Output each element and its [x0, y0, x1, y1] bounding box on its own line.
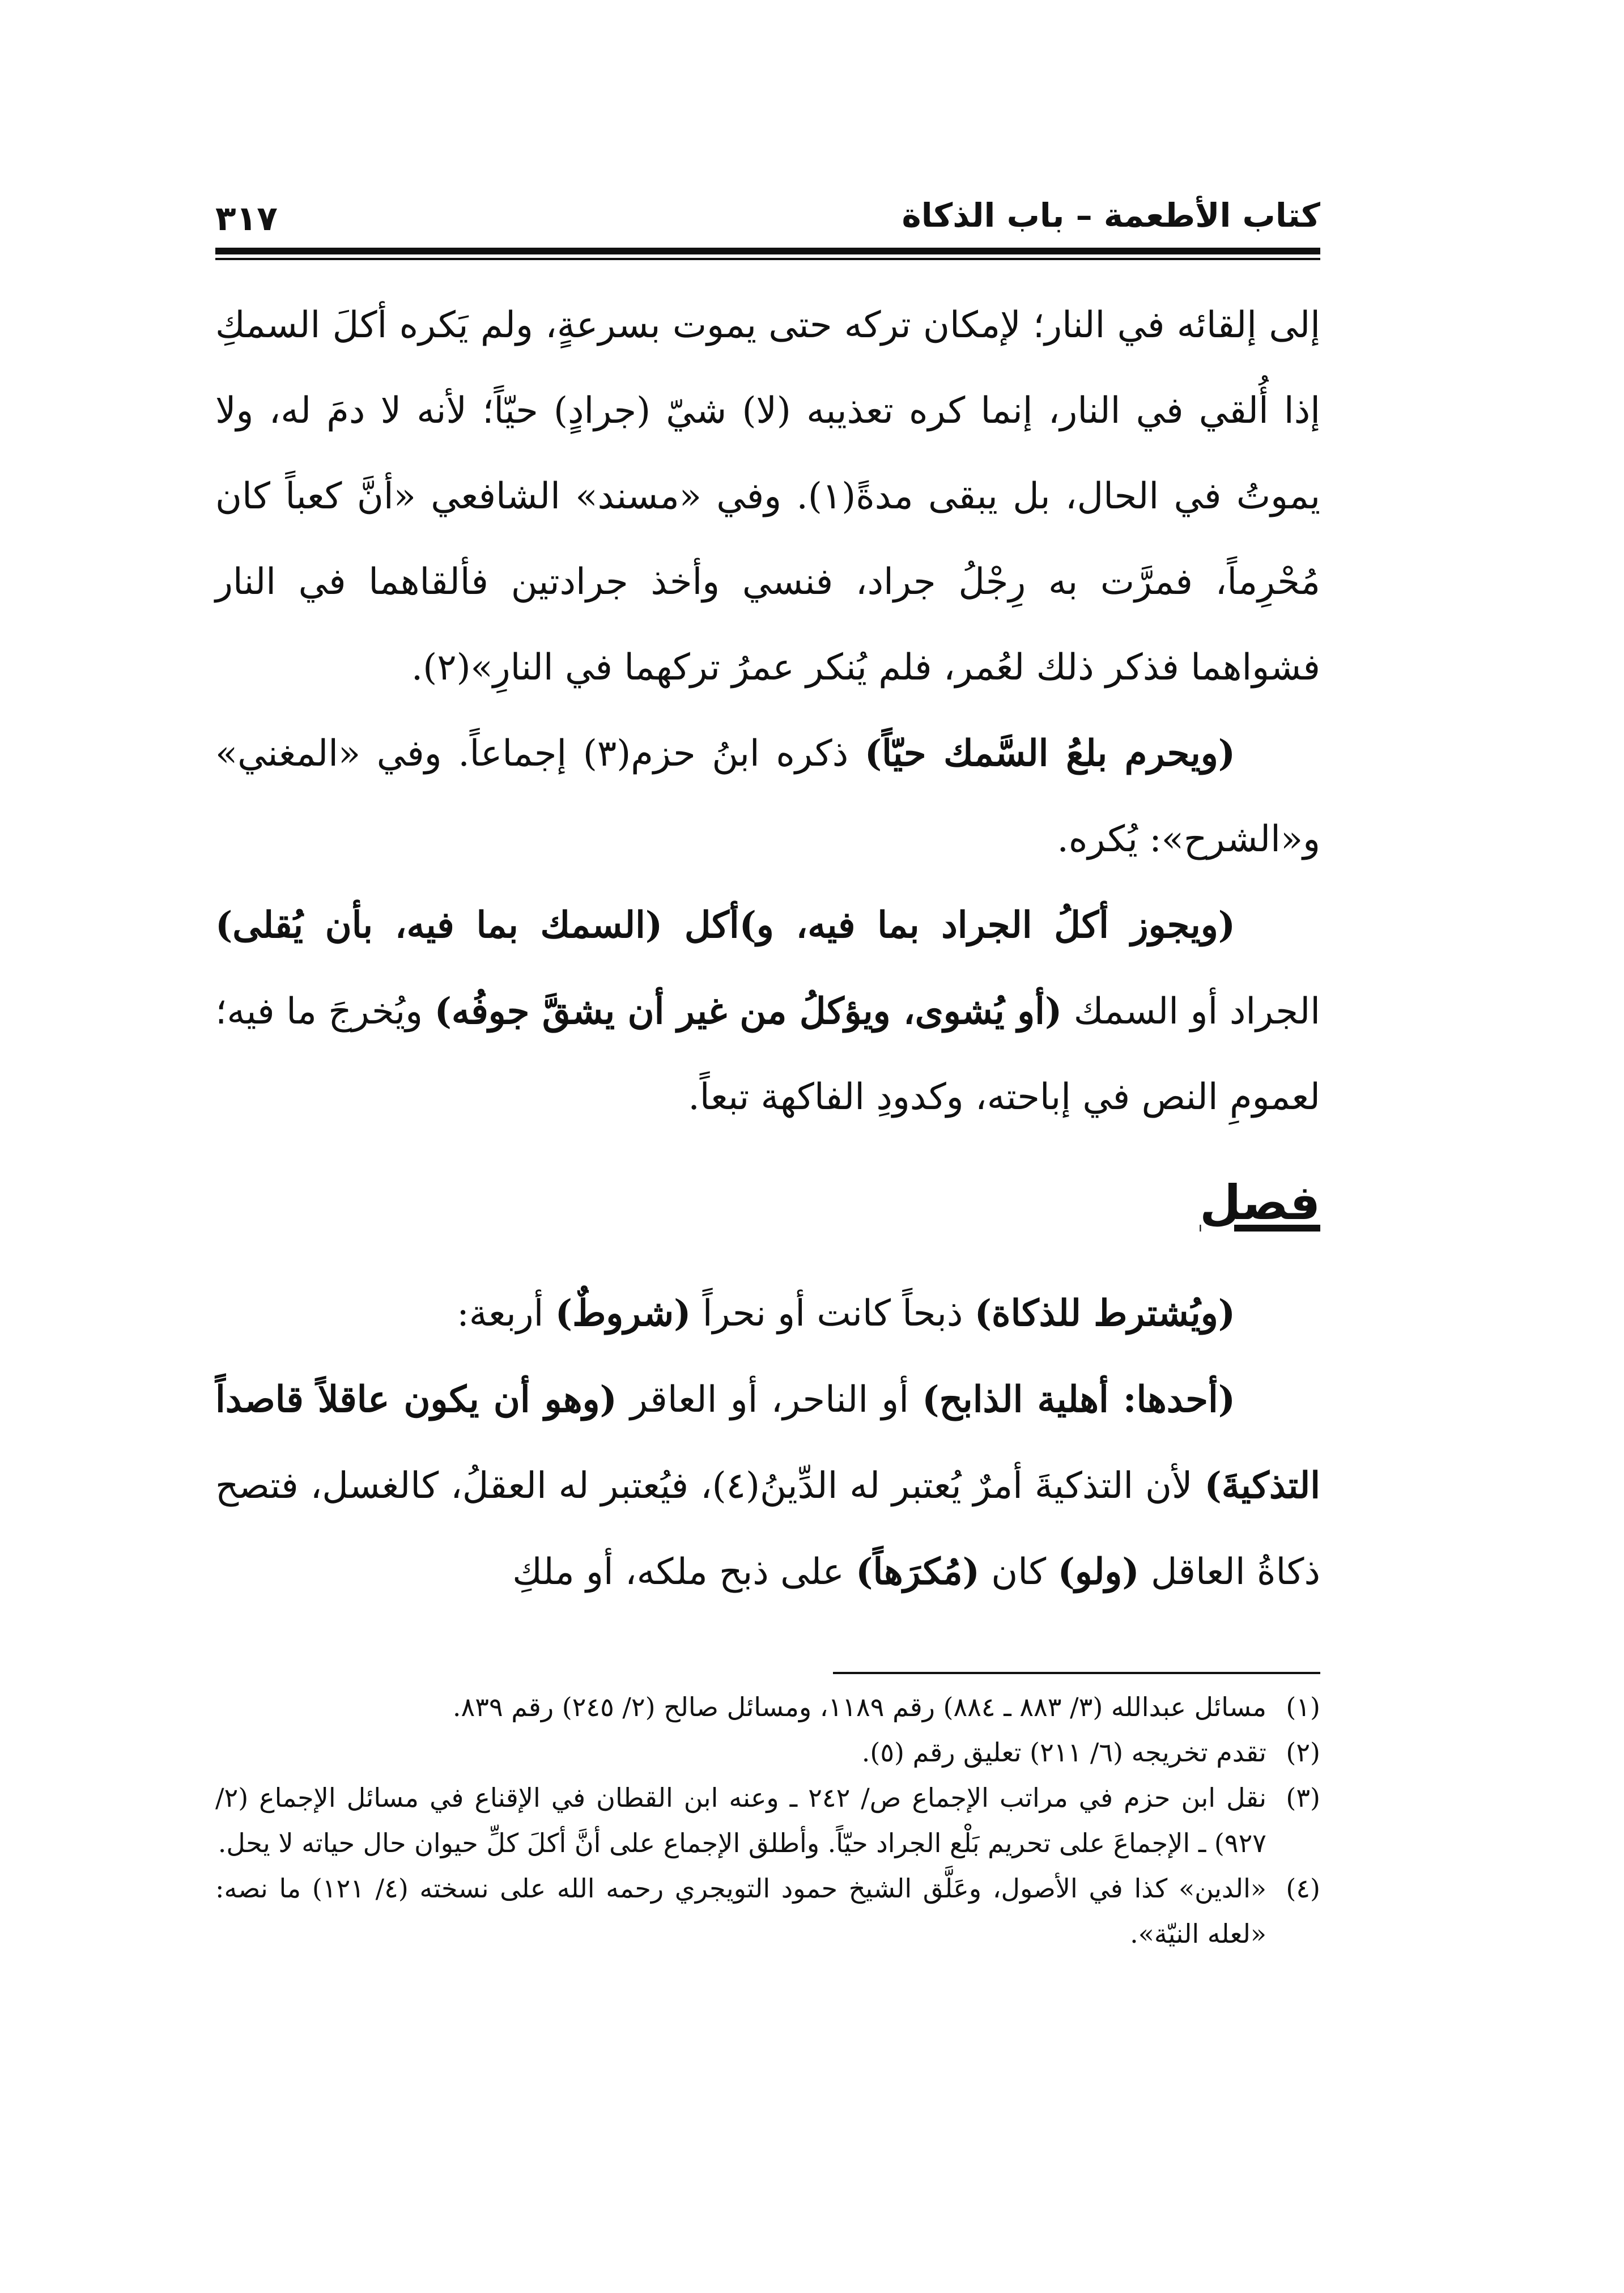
- paragraph-5-bold-1: (أحدها: أهلية الذابح): [922, 1378, 1236, 1421]
- paragraph-5-text-1: أو الناحر، أو العاقر: [617, 1379, 922, 1421]
- footnotes: [215, 1684, 1320, 1956]
- paragraph-3-bold-2: (أو يُشوى، ويؤكلُ من غير أن يشقَّ جوفُه): [434, 990, 1062, 1033]
- paragraph-3-text-1: الجراد أو السمك: [1062, 991, 1321, 1033]
- paragraph-3-bold-1: (ويجوز أكلُ الجراد بما فيه، و)أكل (السمك بما فيه، بأن يُقلى): [215, 904, 1235, 946]
- page-number: ٣١٧: [215, 199, 278, 239]
- footnote-text: مسائل عبدالله (٣/ ٨٨٣ ـ ٨٨٤) رقم ١١٨٩، ومسائل صالح (٢/ ٢٤٥) رقم ٨٣٩.: [452, 1692, 1266, 1722]
- paragraph-4: [215, 1271, 1320, 1357]
- paragraph-5-bold-4: (مُكرَهاً): [856, 1551, 980, 1593]
- paragraph-3: [215, 882, 1320, 1140]
- paragraph-5-bold-3: (ولو): [1057, 1551, 1140, 1593]
- footnote-text: تقدم تخريجه (٦/ ٢١١) تعليق رقم (٥).: [861, 1737, 1266, 1768]
- header-rule-thin: [215, 258, 1320, 260]
- paragraph-4-bold-1: (ويُشترط للذكاة): [974, 1292, 1235, 1335]
- footnote-2: [215, 1730, 1320, 1775]
- paragraph-3-text-2: ويُخرجَ ما فيه؛ لعمومِ النص في إباحته، وكدودِ الفاكهة تبعاً.: [215, 991, 1320, 1118]
- header-rule-thick: [215, 248, 1320, 254]
- paragraph-5-bold-2: (وهو أن يكون عاقلاً قاصداً التذكيةَ): [215, 1378, 1321, 1507]
- paragraph-4-bold-2: (شروطٌ): [555, 1292, 691, 1335]
- section-heading: فصل: [1200, 1175, 1320, 1230]
- footnote-text: «الدين» كذا في الأصول، وعَلَّق الشيخ حمود التويجري رحمه الله على نسخته (٤/ ١٢١) ما نصه: «لعله النيّة».: [215, 1873, 1267, 1949]
- main-text: [215, 283, 1320, 1615]
- paragraph-2-bold: (ويحرم بلعُ السَّمك حيّاً): [864, 732, 1236, 775]
- page-header: [215, 193, 1320, 247]
- paragraph-5-text-3: كان: [979, 1551, 1058, 1593]
- footnote-1: [215, 1684, 1320, 1730]
- footnote-number: (١): [1286, 1692, 1320, 1722]
- footnote-number: (٤): [1286, 1873, 1320, 1904]
- paragraph-1-text: إلى إلقائه في النار؛ لإمكان تركه حتى يموت بسرعةٍ، ولم يَكره أكلَ السمكِ إذا أُلقي في النار، إنما كره تعذيبه (لا) شيّ (جرادٍ) حيّاً؛ لأنه لا دمَ له، ولا يموتُ في الحال، بل يبقى مدةً(١). وفي «مسند» الشافعي «أنَّ كعباً كان مُحْرِماً، فمرَّت به رِجْلُ جراد، فنسي وأخذ جرادتين فألقاهما في النار فشواهما فذكر ذلك لعُمر، فلم يُنكر عمرُ تركهما في النارِ»(٢).: [215, 304, 1321, 689]
- paragraph-5: [215, 1357, 1320, 1615]
- paragraph-4-text-1: ذبحاً كانت أو نحراً: [691, 1293, 975, 1335]
- paragraph-4-text-2: أربعة:: [457, 1293, 555, 1335]
- paragraph-1: [215, 283, 1320, 711]
- footnote-number: (٣): [1286, 1782, 1320, 1813]
- running-title: كتاب الأطعمة – باب الذكاة: [902, 196, 1320, 235]
- paragraph-2: [215, 711, 1320, 882]
- paragraph-2-text: ذكره ابنُ حزم(٣) إجماعاً. وفي «المغني» و«الشرح»: يُكره.: [215, 733, 1320, 860]
- footnote-4: [215, 1866, 1320, 1956]
- book-page: [215, 193, 1320, 2210]
- paragraph-5-text-2: لأن التذكيةَ أمرٌ يُعتبر له الدِّينُ(٤)، فيُعتبر له العقلُ، كالغسل، فتصح ذكاةُ العاقل: [215, 1465, 1320, 1593]
- paragraph-5-text-4: على ذبح ملكه، أو ملكِ: [512, 1551, 856, 1593]
- footnote-text: نقل ابن حزم في مراتب الإجماع ص/ ٢٤٢ ـ وعنه ابن القطان في الإقناع في مسائل الإجماع (٢/ ٩٢٧) ـ الإجماعَ على تحريم بَلْع الجراد حيّاً. وأطلق الإجماع على أنَّ أكلَ كلِّ حيوان حال حياته لا يحل.: [215, 1782, 1266, 1858]
- footnote-number: (٢): [1286, 1737, 1320, 1768]
- footnote-separator: [833, 1672, 1320, 1674]
- footnote-3: [215, 1775, 1320, 1866]
